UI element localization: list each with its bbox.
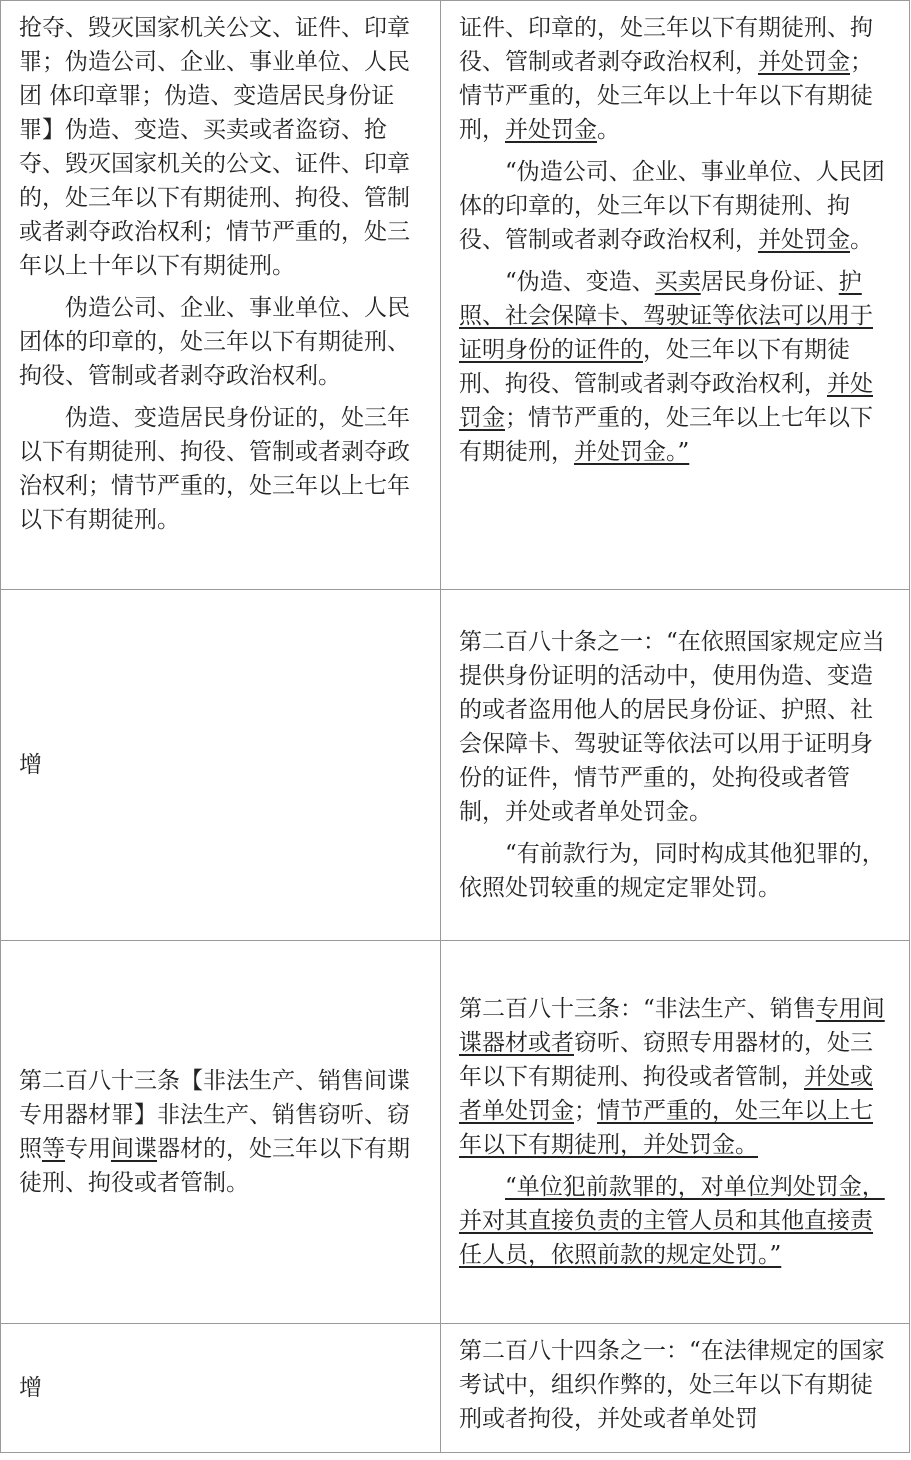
new-paragraph (459, 155, 891, 257)
underlined-amendment: 并处罚金 (758, 49, 850, 75)
old-text-cell (1, 941, 441, 1324)
old-text-cell (1, 1, 441, 590)
underlined-amendment: 并处或者单处罚金 (459, 1064, 873, 1124)
text-segment: 第二百八十三条：“非法生产、销售 (459, 996, 816, 1022)
old-text-cell (1, 1324, 441, 1453)
text-segment: 证件、印章的，处三年以下有期徒刑、拘役、管制或者剥夺政治权利， (459, 15, 873, 75)
added-marker: 增 (19, 1375, 42, 1401)
text-segment: ；情节严重的，处三年以上十年以下有期徒刑， (459, 49, 873, 143)
new-paragraph (459, 11, 891, 147)
underlined-amendment: 并处罚金 (459, 371, 873, 431)
text-segment: 专用 (65, 1136, 111, 1162)
underlined-amendment: 情节严重的，处三年以上七年以下有期徒刑，并处罚金。 (459, 1098, 873, 1158)
text-segment: 伪造公司、企业、事业单位、人民团体的印章的，处三年以下有期徒刑、拘役、管制或者剥夺政治权利。 (19, 295, 410, 389)
text-segment: “伪造公司、企业、事业单位、人民团体的印章的，处三年以下有期徒刑、拘役、管制或者剥夺政治权利， (459, 159, 885, 253)
old-paragraph (19, 1064, 422, 1200)
table-row (1, 941, 910, 1324)
underlined-amendment: “单位犯前款罪的，对单位判处罚金，并对其直接负责的主管人员和其他直接责任人员，依照前款的规定处罚。” (459, 1174, 885, 1268)
underlined-amendment: 买卖 (654, 269, 701, 295)
text-segment: 窃听、窃照专用器材的，处三年以下有期徒刑、拘役或者管制， (459, 1030, 873, 1090)
text-segment: ； (574, 1098, 597, 1124)
text-segment: 。 (850, 227, 873, 253)
new-text-cell (441, 590, 910, 941)
underlined-amendment: 间谍 (111, 1136, 157, 1162)
text-segment: 第二百八十四条之一：“在法律规定的国家考试中，组织作弊的，处三年以下有期徒刑或者拘役，并处或者单处罚 (459, 1338, 885, 1432)
old-text-cell (1, 590, 441, 941)
added-marker: 增 (19, 752, 42, 778)
old-paragraph (19, 11, 422, 283)
text-segment: ，处三年以下有期徒刑、拘役、管制或者剥夺政治权利， (459, 337, 850, 397)
text-segment: 第二百八十三条【非法生产、销售间谍专用器材罪】非法生产、销售窃听、窃照 (19, 1068, 410, 1162)
underlined-amendment: 并处罚金 (758, 227, 850, 253)
old-paragraph (19, 401, 422, 537)
text-segment: 伪造、变造居民身份证的，处三年以下有期徒刑、拘役、管制或者剥夺政治权利；情节严重的，处三年以上七年以下有期徒刑。 (19, 405, 410, 533)
old-paragraph (19, 1371, 422, 1405)
new-paragraph (459, 992, 891, 1162)
new-text-cell (441, 941, 910, 1324)
text-segment: ；情节严重的，处三年以上七年以下有期徒刑， (459, 405, 873, 465)
text-segment: 器材的，处三年以下有期徒刑、拘役或者管制。 (19, 1136, 410, 1196)
new-paragraph (459, 1170, 891, 1272)
table-row (1, 1324, 910, 1453)
underlined-amendment: 专用间谍器材或者 (459, 996, 885, 1056)
underlined-amendment: 等 (42, 1136, 65, 1162)
new-paragraph (459, 625, 891, 829)
table-row (1, 1, 910, 590)
new-paragraph (459, 837, 891, 905)
text-segment: 抢夺、毁灭国家机关公文、证件、印章罪；伪造公司、企业、事业单位、人民团 体印章罪；伪造、变造居民身份证罪】伪造、变造、买卖或者盗窃、抢夺、毁灭国家机关的公文、证件、印章的，处三年以下有期徒刑、拘役、管制或者剥夺政治权利；情节严重的，处三年以上十年以下有期徒刑。 (19, 15, 410, 279)
new-text-cell (441, 1324, 910, 1453)
new-paragraph (459, 1334, 891, 1436)
text-segment: 居民身份证、 (700, 269, 839, 295)
new-paragraph (459, 265, 891, 469)
old-paragraph (19, 291, 422, 393)
text-segment: 第二百八十条之一：“在依照国家规定应当提供身份证明的活动中，使用伪造、变造的或者盗用他人的居民身份证、护照、社会保障卡、驾驶证等依法可以用于证明身份的证件，情节严重的，处拘役或者管制，并处或者单处罚金。 (459, 629, 885, 825)
underlined-amendment: 并处罚金。” (574, 439, 690, 465)
text-segment: 。 (597, 117, 620, 143)
new-text-cell (441, 1, 910, 590)
table-row (1, 590, 910, 941)
text-segment: “有前款行为，同时构成其他犯罪的，依照处罚较重的规定定罪处罚。 (459, 841, 885, 901)
underlined-amendment: 护照、社会保障卡、驾驶证等依法可以用于证明身份的证件的 (459, 269, 873, 363)
text-segment: “伪造、变造、 (505, 269, 655, 295)
underlined-amendment: 并处罚金 (505, 117, 597, 143)
old-paragraph (19, 748, 422, 782)
